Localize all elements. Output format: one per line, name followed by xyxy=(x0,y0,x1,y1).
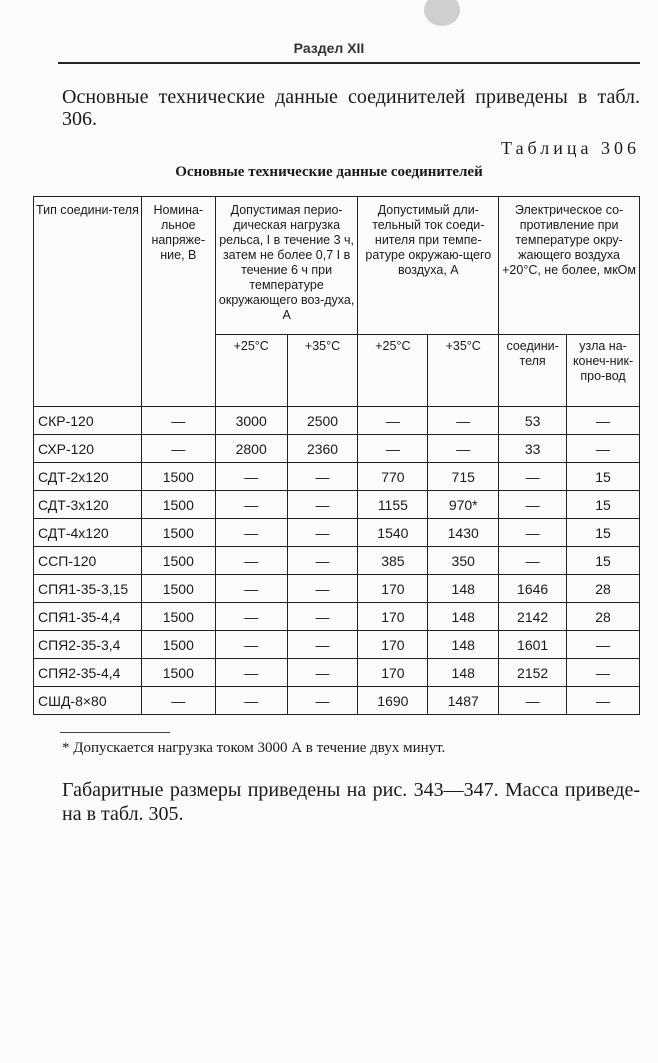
footnote-rule xyxy=(60,732,170,733)
footnote: * Допускается нагрузка током 3000 А в течение двух минут. xyxy=(62,740,446,756)
table-cell: — xyxy=(358,435,428,463)
table-cell: 1690 xyxy=(358,687,428,715)
table-cell: — xyxy=(287,547,358,575)
table-cell: — xyxy=(358,407,428,435)
table-cell: 385 xyxy=(358,547,428,575)
cell-type: СХР-120 xyxy=(34,435,142,463)
intro-paragraph: Основные технические данные соединителей приведены в табл. 306. xyxy=(62,86,640,130)
table-cell: 1155 xyxy=(358,491,428,519)
table-title: Основные технические данные соединителей xyxy=(175,164,483,180)
sub-header: +25°С xyxy=(215,335,287,407)
table-cell: — xyxy=(287,687,358,715)
table-row xyxy=(34,407,640,435)
table-cell: — xyxy=(287,659,358,687)
outro-paragraph: Габаритные размеры приведены на рис. 343—347. Масса приведе-на в табл. 305. xyxy=(62,779,640,825)
table-cell: 3000 xyxy=(215,407,287,435)
table-cell: 1500 xyxy=(141,603,215,631)
col-type: Тип соедини-теля xyxy=(34,197,142,407)
cell-type: СДТ-4х120 xyxy=(34,519,142,547)
table-cell: — xyxy=(215,463,287,491)
table-cell: 28 xyxy=(567,603,640,631)
table-row xyxy=(34,631,640,659)
table-cell: — xyxy=(567,659,640,687)
col-long-current: Допустимый дли-тельный ток соеди-нителя при темпе-ратуре окружаю-щего воздуха, А xyxy=(358,197,499,335)
table-row xyxy=(34,435,640,463)
cell-type: СПЯ2-35-3,4 xyxy=(34,631,142,659)
sub-header: +25°С xyxy=(358,335,428,407)
table-cell: — xyxy=(215,575,287,603)
table-cell: — xyxy=(215,631,287,659)
sub-header: +35°С xyxy=(287,335,358,407)
table-cell: 715 xyxy=(428,463,499,491)
punch-hole xyxy=(424,0,460,26)
table-cell: 2142 xyxy=(499,603,567,631)
table-cell: — xyxy=(215,687,287,715)
table-cell: 53 xyxy=(499,407,567,435)
table-cell: 350 xyxy=(428,547,499,575)
table-cell: 148 xyxy=(428,575,499,603)
cell-type: СДТ-3х120 xyxy=(34,491,142,519)
table-row xyxy=(34,659,640,687)
table-cell: 170 xyxy=(358,603,428,631)
table-cell: 1500 xyxy=(141,659,215,687)
table-cell: 2500 xyxy=(287,407,358,435)
table-row xyxy=(34,463,640,491)
table-number: Таблица 306 xyxy=(501,138,640,158)
table-cell: — xyxy=(499,547,567,575)
table-cell: 15 xyxy=(567,463,640,491)
table-cell: 1500 xyxy=(141,519,215,547)
cell-type: ССП-120 xyxy=(34,547,142,575)
table-cell: — xyxy=(215,547,287,575)
table-cell: 15 xyxy=(567,519,640,547)
table-cell: 1500 xyxy=(141,491,215,519)
cell-type: СПЯ2-35-4,4 xyxy=(34,659,142,687)
table-cell: 170 xyxy=(358,631,428,659)
table-cell: 33 xyxy=(499,435,567,463)
table-cell: — xyxy=(567,435,640,463)
col-voltage: Номина-льное напряже-ние, В xyxy=(141,197,215,407)
section-header: Раздел XII xyxy=(293,40,365,56)
table-cell: — xyxy=(141,435,215,463)
table-cell: 2360 xyxy=(287,435,358,463)
table-row xyxy=(34,575,640,603)
table-row xyxy=(34,603,640,631)
table-cell: — xyxy=(141,407,215,435)
table-cell: — xyxy=(499,687,567,715)
table-cell: 1646 xyxy=(499,575,567,603)
table-cell: 15 xyxy=(567,547,640,575)
table-cell: 1430 xyxy=(428,519,499,547)
table-cell: 148 xyxy=(428,659,499,687)
table-cell: — xyxy=(567,631,640,659)
cell-type: СКР-120 xyxy=(34,407,142,435)
table-cell: — xyxy=(287,491,358,519)
table-cell: — xyxy=(428,407,499,435)
cell-type: СДТ-2х120 xyxy=(34,463,142,491)
header-rule xyxy=(58,62,640,64)
table-cell: — xyxy=(499,491,567,519)
table-cell: 1500 xyxy=(141,463,215,491)
sub-header: соедини-теля xyxy=(499,335,567,407)
table-cell: — xyxy=(567,407,640,435)
table-row xyxy=(34,547,640,575)
table-cell: 28 xyxy=(567,575,640,603)
table-cell: 1500 xyxy=(141,547,215,575)
sub-header: узла на-конеч-ник-про-вод xyxy=(567,335,640,407)
table-cell: — xyxy=(215,519,287,547)
table-cell: — xyxy=(287,463,358,491)
table-cell: 1487 xyxy=(428,687,499,715)
table-cell: — xyxy=(287,575,358,603)
table-cell: 970* xyxy=(428,491,499,519)
table-cell: 170 xyxy=(358,659,428,687)
table-cell: 148 xyxy=(428,603,499,631)
table-cell: — xyxy=(287,603,358,631)
table-cell: — xyxy=(287,631,358,659)
table-cell: 1500 xyxy=(141,575,215,603)
table-cell: — xyxy=(499,463,567,491)
table-row xyxy=(34,519,640,547)
connectors-table xyxy=(33,196,640,715)
cell-type: СПЯ1-35-4,4 xyxy=(34,603,142,631)
table-cell: — xyxy=(141,687,215,715)
sub-header: +35°С xyxy=(428,335,499,407)
table-cell: — xyxy=(499,519,567,547)
table-cell: 15 xyxy=(567,491,640,519)
table-cell: 2800 xyxy=(215,435,287,463)
table-row xyxy=(34,491,640,519)
table-cell: 770 xyxy=(358,463,428,491)
table-cell: 170 xyxy=(358,575,428,603)
table-cell: — xyxy=(567,687,640,715)
table-cell: 1500 xyxy=(141,631,215,659)
table-cell: — xyxy=(428,435,499,463)
col-periodic-load: Допустимая перио-дическая нагрузка рельса, I в течение 3 ч, затем не более 0,7 I в течение 6 ч при температуре окружающего воз-духа, А xyxy=(215,197,358,335)
cell-type: СПЯ1-35-3,15 xyxy=(34,575,142,603)
table-row xyxy=(34,687,640,715)
table-cell: — xyxy=(215,603,287,631)
col-resistance: Электрическое со-противление при температуре окру-жающего воздуха +20°С, не более, мкОм xyxy=(499,197,640,335)
table-cell: 2152 xyxy=(499,659,567,687)
table-cell: 148 xyxy=(428,631,499,659)
table-cell: — xyxy=(215,491,287,519)
table-cell: 1540 xyxy=(358,519,428,547)
table-cell: — xyxy=(287,519,358,547)
cell-type: СШД-8×80 xyxy=(34,687,142,715)
table-cell: 1601 xyxy=(499,631,567,659)
table-cell: — xyxy=(215,659,287,687)
